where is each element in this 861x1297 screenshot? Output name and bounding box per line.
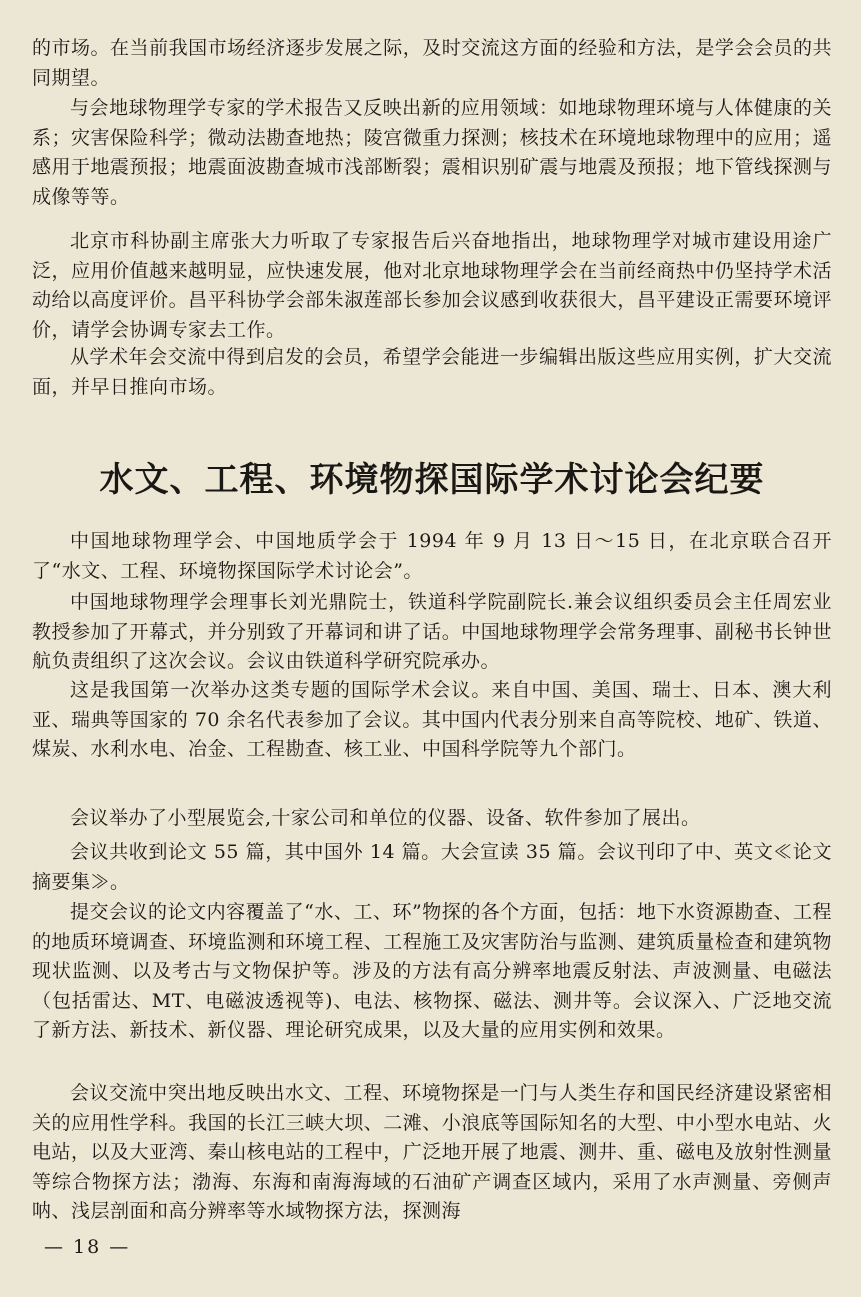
paragraph: 从学术年会交流中得到启发的会员，希望学会能进一步编辑出版这些应用实例，扩大交流面，并早日推向市场。 xyxy=(32,346,832,398)
paragraph: 这是我国第一次举办这类专题的国际学术会议。来自中国、美国、瑞士、日本、澳大利亚、瑞典等国家的 70 余名代表参加了会议。其中国内代表分别来自高等院校、地矿、铁道、煤炭、水利水电、冶金、工程勘查、核工业、中国科学院等九个部门。 xyxy=(32,679,832,761)
paragraph: 中国地球物理学会、中国地质学会于 1994 年 9 月 13 日～15 日，在北京联合召开了“水文、工程、环境物探国际学术讨论会”。 xyxy=(32,530,832,582)
paragraph: 的市场。在当前我国市场经济逐步发展之际，及时交流这方面的经验和方法，是学会会员的共同期望。 xyxy=(32,37,832,89)
paragraph: 与会地球物理学专家的学术报告又反映出新的应用领域：如地球物理环境与人体健康的关系；灾害保险科学；微动法勘查地热；陵宫微重力探测；核技术在环境地球物理中的应用；遥感用于地震预报；地震面波勘查城市浅部断裂；震相识别矿震与地震及预报；地下管线探测与成像等等。 xyxy=(32,97,832,208)
paragraph: 提交会议的论文内容覆盖了“水、工、环”物探的各个方面，包括：地下水资源勘查、工程的地质环境调查、环境监测和环境工程、工程施工及灾害防治与监测、建筑质量检查和建筑物现状监测、以及考古与文物保护等。涉及的方法有高分辨率地震反射法、声波测量、电磁法（包括雷达、MT、电磁波透视等)、电法、核物探、磁法、测井等。会议深入、广泛地交流了新方法、新技术、新仪器、理论研究成果，以及大量的应用实例和效果。 xyxy=(32,901,832,1042)
paragraph: 中国地球物理学会理事长刘光鼎院士，铁道科学院副院长.兼会议组织委员会主任周宏业教授参加了开幕式，并分别致了开幕词和讲了话。中国地球物理学会常务理事、副秘书长钟世航负责组织了这次会议。会议由铁道科学研究院承办。 xyxy=(32,591,832,673)
paragraph: 会议共收到论文 55 篇，其中国外 14 篇。大会宣读 35 篇。会议刊印了中、英文≪论文摘要集≫。 xyxy=(32,841,832,893)
article-title: 水文、工程、环境物探国际学术讨论会纪要 xyxy=(99,460,765,500)
paragraph: 北京市科协副主席张大力听取了专家报告后兴奋地指出，地球物理学对城市建设用途广泛，应用价值越来越明显，应快速发展，他对北京地球物理学会在当前经商热中仍坚持学术活动给以高度评价。昌平科协学会部朱淑莲部长参加会议感到收获很大，昌平建设正需要环境评价，请学会协调专家去工作。 xyxy=(32,230,832,341)
page-number: — 18 — xyxy=(44,1236,131,1258)
paragraph: 会议交流中突出地反映出水文、工程、环境物探是一门与人类生存和国民经济建设紧密相关的应用性学科。我国的长江三峡大坝、二滩、小浪底等国际知名的大型、中小型水电站、火电站，以及大亚湾、秦山核电站的工程中，广泛地开展了地震、测井、重、磁电及放射性测量等综合物探方法；渤海、东海和南海海域的石油矿产调查区域内，采用了水声测量、旁侧声呐、浅层剖面和高分辨率等水域物探方法，探测海 xyxy=(32,1082,832,1223)
paragraph: 会议举办了小型展览会,十家公司和单位的仪器、设备、软件参加了展出。 xyxy=(70,807,701,829)
